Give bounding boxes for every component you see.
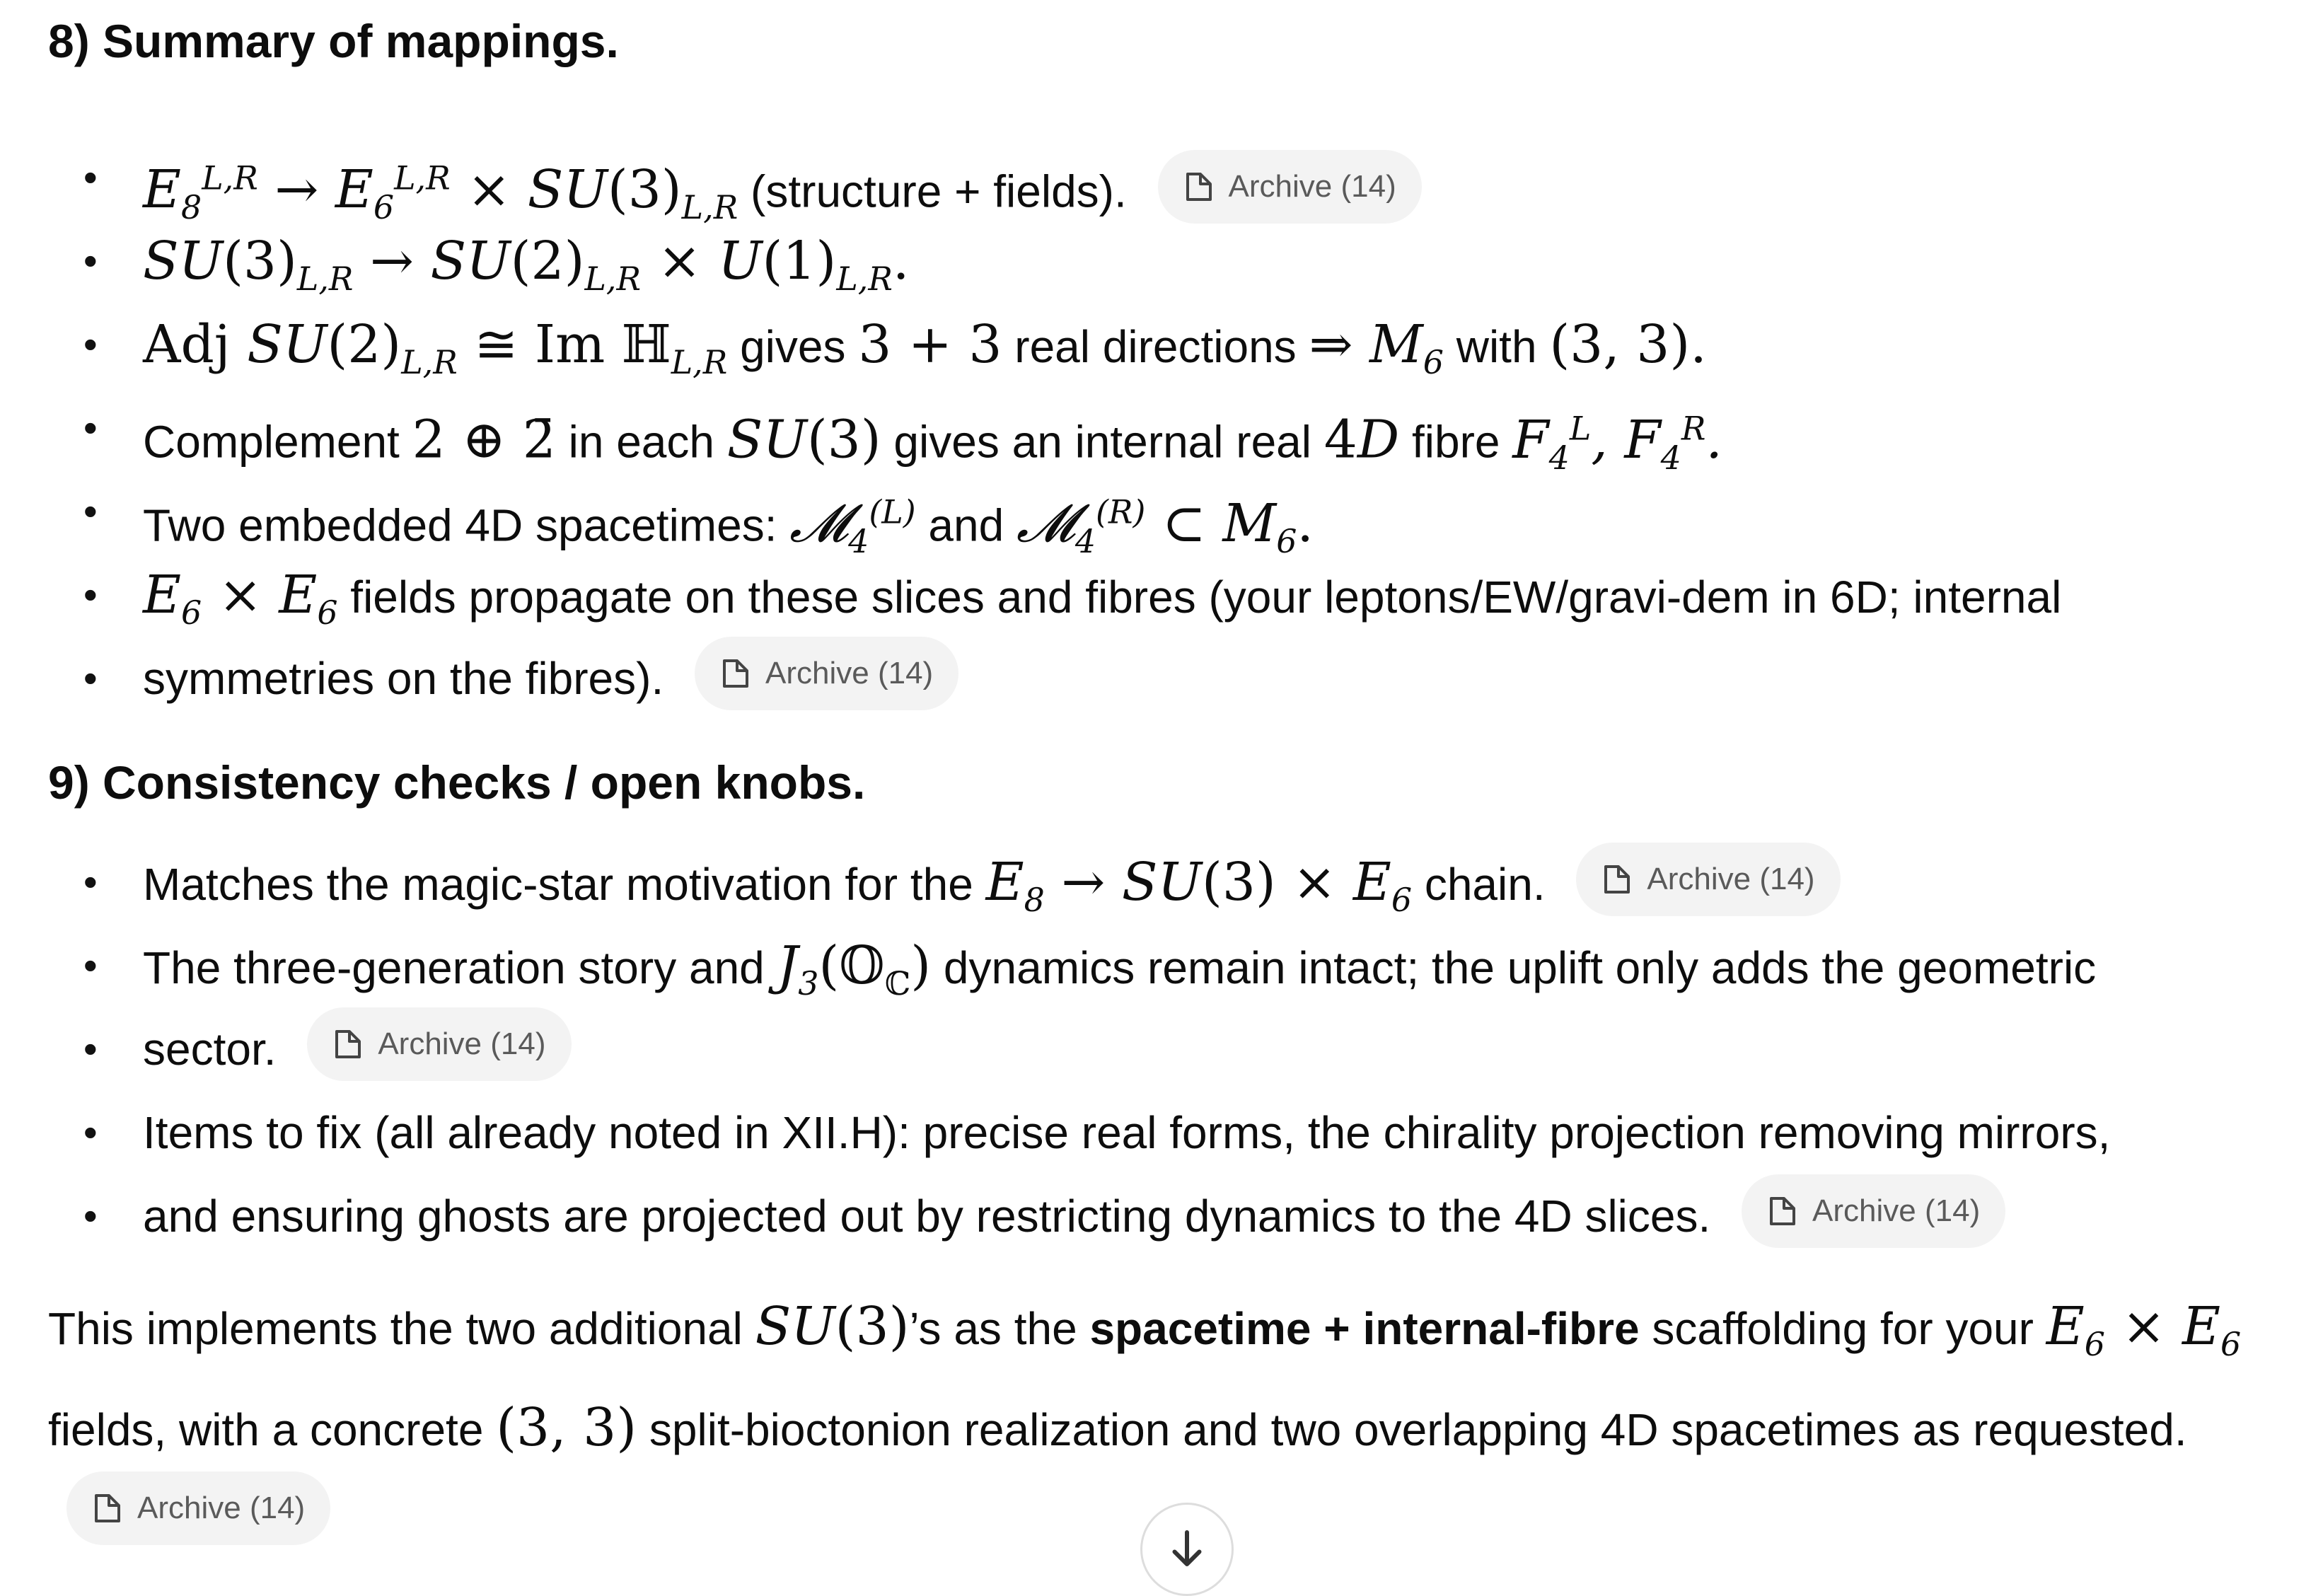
- document-icon: [720, 656, 751, 691]
- section-heading-consistency: 9) Consistency checks / open knobs.: [48, 756, 866, 809]
- item-text: fields propagate on these slices and fibres (your leptons/EW/gravi-dem in 6D; internal: [350, 572, 2062, 623]
- item-text: dynamics remain intact; the uplift only adds the geometric: [943, 942, 2097, 993]
- math-expression: $J_3(𝕆_ℂ)$: [777, 935, 932, 1002]
- citation-label: Archive (14): [378, 1027, 546, 1062]
- math-expression: (3, 3).: [1549, 314, 1707, 375]
- item-text: Matches the magic-star motivation for the: [143, 859, 973, 910]
- math-expression: 4D: [1323, 409, 1400, 470]
- citation-label: Archive (14): [1228, 168, 1396, 204]
- item-text: and ensuring ghosts are projected out by restricting dynamics to the 4D slices.: [143, 1191, 1711, 1242]
- list-item-continuation: [143, 1174, 2005, 1258]
- paragraph-text: requested.: [1973, 1404, 2187, 1455]
- citation-chip[interactable]: [307, 1007, 571, 1081]
- citation-label: Archive (14): [765, 656, 934, 691]
- item-text: with: [1456, 321, 1537, 372]
- item-text: fibre: [1411, 416, 1500, 468]
- item-text: The three-generation story and: [143, 942, 765, 993]
- item-text: chain.: [1424, 859, 1546, 910]
- item-text: Complement: [143, 416, 400, 468]
- math-expression: ⇒ $M_6$: [1309, 314, 1444, 381]
- math-expression: 3 + 3: [858, 314, 1002, 375]
- item-text: (structure + fields).: [751, 166, 1127, 217]
- list-item-continuation: [143, 1007, 572, 1091]
- item-text: gives an internal real: [893, 416, 1311, 468]
- citation-chip[interactable]: [1742, 1174, 2005, 1248]
- math-expression: 𝓜$_4^{(R)}$ ⊂ $M_6$.: [1016, 492, 1314, 560]
- math-expression: SU(3): [726, 409, 881, 470]
- citation-chip[interactable]: [1158, 150, 1422, 224]
- citation-label: Archive (14): [1812, 1193, 1981, 1229]
- paragraph-text: scaffolding for your: [1652, 1303, 2034, 1354]
- citation-chip[interactable]: [66, 1471, 330, 1545]
- document-icon: [1183, 169, 1215, 204]
- paragraph-text: This implements the two additional: [48, 1303, 743, 1354]
- document-icon: [1767, 1193, 1798, 1229]
- bold-text: spacetime + internal-fibre: [1089, 1303, 1640, 1354]
- math-expression: $E_8 \to SU(3) \times E_6$: [985, 852, 1413, 919]
- item-text: Two embedded 4D spacetimes:: [143, 499, 777, 551]
- item-text: sector.: [143, 1024, 277, 1075]
- math-expression: (3, 3): [496, 1396, 637, 1458]
- item-text: and: [928, 499, 1004, 551]
- item-text: gives: [740, 321, 846, 372]
- math-expression: $E_6 \times E_6$: [143, 565, 338, 632]
- math-expression: $SU(3)_{L,R} \to SU(2)_{L,R} \times U(1)_{L,R}$.: [143, 231, 910, 298]
- math-expression: $E_6 \times E_6$: [2046, 1296, 2242, 1363]
- document-icon: [1601, 862, 1633, 897]
- item-text: real directions: [1014, 321, 1297, 372]
- math-expression: 𝓜$_4^{(L)}$: [789, 492, 916, 560]
- paragraph-text: ’s as the: [909, 1303, 1077, 1354]
- scroll-to-bottom-button[interactable]: [1140, 1503, 1234, 1596]
- math-expression: SU(3): [755, 1296, 910, 1357]
- document-icon: [92, 1491, 123, 1526]
- citation-label: Archive (14): [137, 1490, 306, 1525]
- item-text: in each: [568, 416, 714, 468]
- math-expression: 2 ⊕ 2̄: [412, 409, 556, 470]
- paragraph-text: fields, with a concrete: [48, 1404, 484, 1455]
- math-expression: $E_8^{L,R} \to E_6^{L,R} \times SU(3)_{L,R}$: [143, 158, 738, 226]
- section-heading-summary: 8) Summary of mappings.: [48, 15, 619, 67]
- citation-chip[interactable]: [1576, 843, 1840, 916]
- arrow-down-icon: [1169, 1529, 1205, 1571]
- list-item-continuation: [143, 637, 958, 720]
- document-icon: [332, 1027, 364, 1062]
- citation-chip[interactable]: [695, 637, 958, 710]
- list-item: [143, 1091, 2110, 1174]
- citation-label: Archive (14): [1647, 862, 1815, 897]
- item-text: Items to fix (all already noted in XII.H): precise real forms, the chirality projection removing mirrors,: [143, 1107, 2111, 1158]
- paragraph-text: split-bioctonion realization and two overlapping 4D spacetimes as: [649, 1404, 1961, 1455]
- math-expression: Adj $SU(2)_{L,R}$ ≅ Im ℍ$_{L,R}$: [143, 314, 728, 381]
- math-expression: $F_4^L$, $F_4^R$.: [1512, 409, 1722, 477]
- item-text: symmetries on the fibres).: [143, 653, 664, 704]
